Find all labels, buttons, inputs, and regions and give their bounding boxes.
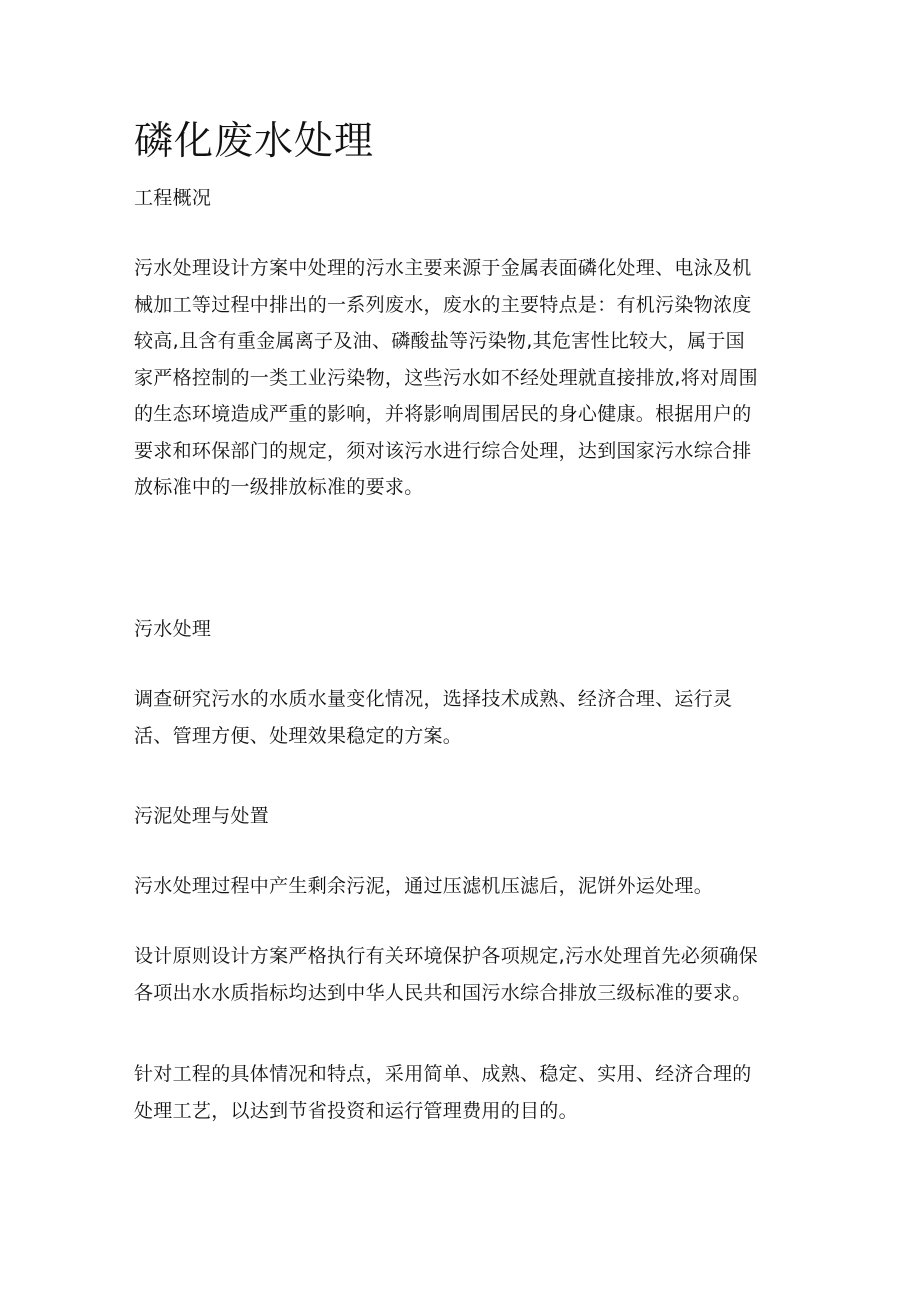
text-line: 活、管理方便、处理效果稳定的方案。 [134,724,463,747]
text-line: 较高,且含有重金属离子及油、磷酸盐等污染物,其危害性比较大，属于国 [134,330,745,352]
text-line: 放标准中的一级排放标准的要求。 [134,476,424,498]
text-line: 各项出水水质指标均达到中华人民共和国污水综合排放三级标准的要求。 [134,981,752,1004]
text-line: 家严格控制的一类工业污染物，这些污水如不经处理就直接排放,将对周围 [134,366,758,389]
text-line: 械加工等过程中排出的一系列废水，废水的主要特点是：有机污染物浓度 [134,293,752,316]
text-line: 的生态环境造成严重的影响，并将影响周围居民的身心健康。根据用户的 [134,403,752,425]
section-heading-wastewater: 污水处理 [134,618,212,640]
text-line: 污水处理过程中产生剩余污泥，通过压滤机压滤后，泥饼外运处理。 [134,875,714,897]
text-line: 要求和环保部门的规定，须对该污水进行综合处理，达到国家污水综合排 [134,439,752,462]
text-line: 设计原则设计方案严格执行有关环境保护各项规定,污水处理首先必须确保 [134,945,758,967]
text-line: 污水处理设计方案中处理的污水主要来源于金属表面磷化处理、电泳及机 [134,257,752,279]
text-line: 调查研究污水的水质水量变化情况，选择技术成熟、经济合理、运行灵 [134,688,733,710]
section-heading-sludge: 污泥处理与处置 [134,805,270,827]
overview-paragraph [134,250,794,506]
document-title: 磷化废水处理 [134,119,375,164]
sludge-paragraph [134,868,794,905]
design-principle-paragraph [134,938,794,1011]
text-line: 处理工艺，以达到节省投资和运行管理费用的目的。 [134,1099,578,1122]
text-line: 针对工程的具体情况和特点，采用简单、成熟、稳定、实用、经济合理的 [134,1063,752,1085]
section-heading-overview: 工程概况 [134,187,212,209]
process-paragraph [134,1056,794,1129]
wastewater-paragraph [134,681,794,754]
